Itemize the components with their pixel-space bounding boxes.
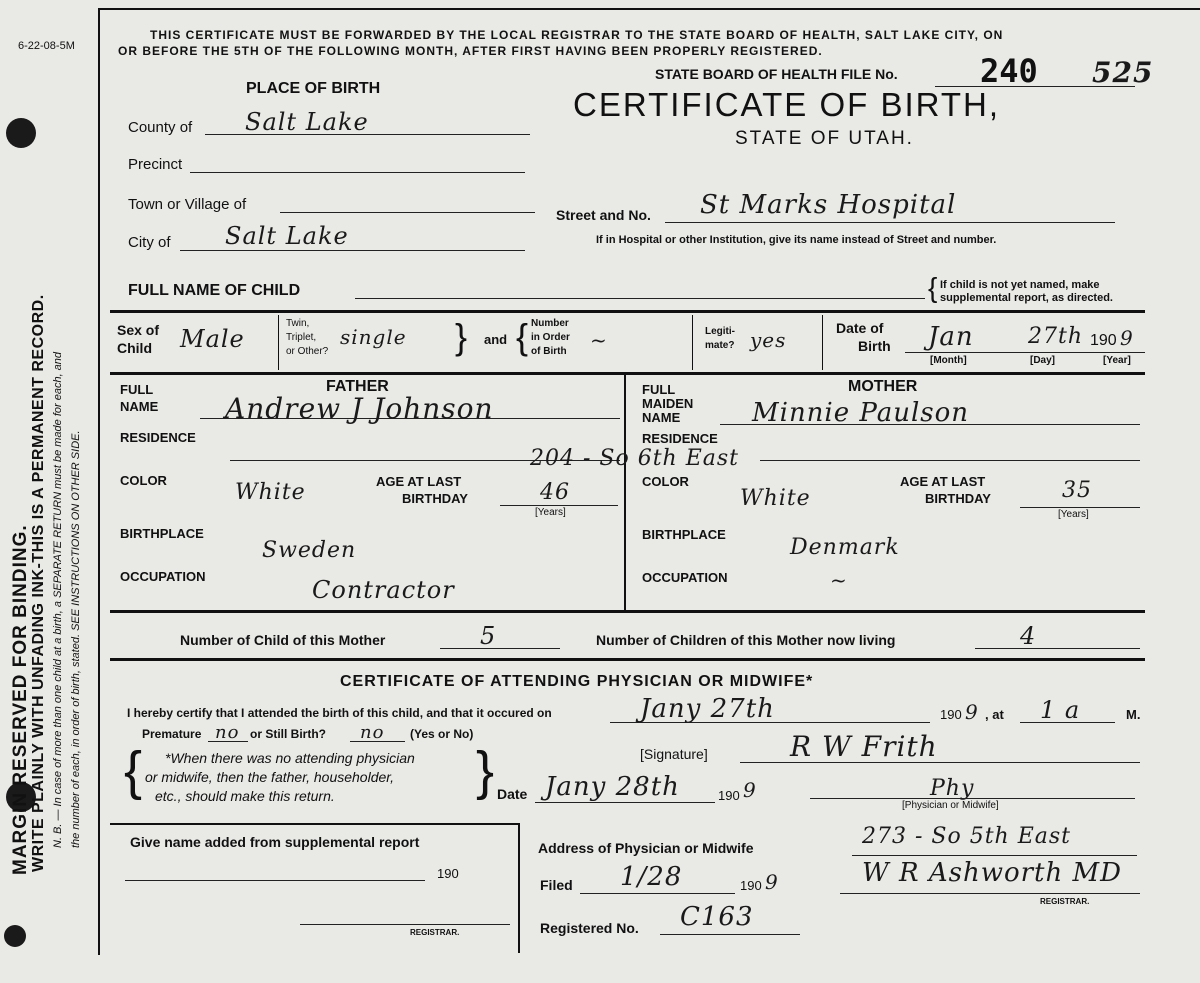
note-line2: or midwife, then the father, householder, xyxy=(145,769,395,785)
dob-day: 27th xyxy=(1028,324,1084,349)
sex-label2: Child xyxy=(117,340,152,356)
physician-title: Phy xyxy=(930,776,975,801)
margin-nb-line2: the number of each, in order of birth, stated. SEE INSTRUCTIONS ON OTHER SIDE. xyxy=(70,430,82,848)
child-divider3 xyxy=(822,315,823,370)
rule-physician-top xyxy=(110,658,1145,661)
mother-heading: MOTHER xyxy=(848,378,918,395)
legit-label2: mate? xyxy=(705,340,735,351)
date-label: Date xyxy=(497,786,528,802)
signature-label: [Signature] xyxy=(640,746,708,762)
supplemental-underline xyxy=(125,880,425,881)
num-child-value: 5 xyxy=(480,622,497,650)
certificate-subtitle: STATE OF UTAH. xyxy=(735,128,914,149)
dob-day-caption: [Day] xyxy=(1030,355,1056,366)
supplemental-box-right xyxy=(518,823,520,953)
twin-value: single xyxy=(340,325,407,349)
margin-ink-text: WRITE PLAINLY WITH UNFADING INK-THIS IS A PERMANENT RECORD. xyxy=(30,294,47,872)
mother-age: 35 xyxy=(1062,478,1092,503)
mother-age-underline xyxy=(1020,507,1140,508)
supplemental-registrar-label: REGISTRAR. xyxy=(410,928,460,937)
father-name: Andrew J Johnson xyxy=(225,392,494,425)
address-label: Address of Physician or Midwife xyxy=(538,840,754,856)
child-name-underline xyxy=(355,298,925,299)
father-color: White xyxy=(235,480,306,505)
street-value: St Marks Hospital xyxy=(700,190,957,220)
rule-parents-top xyxy=(110,372,1145,375)
legit-value: yes xyxy=(750,328,787,352)
occurred-year: 9 xyxy=(965,700,979,724)
registrar-underline xyxy=(840,893,1140,894)
mother-age-label2: BIRTHDAY xyxy=(925,491,991,506)
dob-underline xyxy=(905,352,1145,353)
premature-label: Premature xyxy=(142,727,202,741)
child-name-note1: If child is not yet named, make xyxy=(940,279,1100,291)
father-occupation: Contractor xyxy=(312,576,455,604)
rule-child-top xyxy=(110,310,1145,313)
date-value: Jany 28th xyxy=(545,772,680,802)
precinct-underline xyxy=(190,172,525,173)
filed-label: Filed xyxy=(540,877,573,893)
living-label: Number of Children of this Mother now living xyxy=(596,632,896,648)
title-caption: [Physician or Midwife] xyxy=(902,800,999,811)
sex-label1: Sex of xyxy=(117,322,160,338)
supplemental-year-prefix: 190 xyxy=(437,866,459,881)
date-year: 9 xyxy=(743,778,757,802)
dob-year-caption: [Year] xyxy=(1103,355,1131,366)
sex-value: Male xyxy=(180,325,245,353)
street-underline xyxy=(665,222,1115,223)
mother-birthplace: Denmark xyxy=(790,535,900,560)
father-years-caption: [Years] xyxy=(535,507,566,518)
rule-counts-top xyxy=(110,610,1145,613)
order-value: ~ xyxy=(590,328,608,352)
precinct-label: Precinct xyxy=(128,156,183,173)
title-underline xyxy=(810,798,1135,799)
occurred-year-prefix: 190 xyxy=(940,707,962,722)
father-residence-label: RESIDENCE xyxy=(120,430,196,445)
mother-maiden-label: MAIDEN xyxy=(642,396,694,411)
still-value: no xyxy=(360,722,385,743)
filed-year-prefix: 190 xyxy=(740,878,762,893)
street-label: Street and No. xyxy=(556,207,651,223)
mother-residence: 204 - So 6th East xyxy=(530,446,740,471)
father-occupation-label: OCCUPATION xyxy=(120,569,206,584)
premature-value: no xyxy=(215,722,240,743)
binding-hole-lower xyxy=(4,925,26,947)
order-brace: { xyxy=(516,316,529,357)
occurred-date: Jany 27th xyxy=(640,694,775,724)
yesno-label: (Yes or No) xyxy=(410,727,474,741)
registered-underline xyxy=(660,934,800,935)
twin-label2: Triplet, xyxy=(286,332,317,343)
father-age-underline xyxy=(500,505,618,506)
supplemental-registrar-underline xyxy=(300,924,510,925)
physician-heading: CERTIFICATE OF ATTENDING PHYSICIAN OR MIDWIFE* xyxy=(340,673,814,690)
mother-residence-label: RESIDENCE xyxy=(642,431,718,446)
note-line3: etc., should make this return. xyxy=(155,788,335,804)
dob-year: 9 xyxy=(1120,326,1134,350)
city-value: Salt Lake xyxy=(225,222,349,250)
certificate-title: CERTIFICATE OF BIRTH, xyxy=(573,86,1001,123)
parents-divider xyxy=(624,375,626,610)
father-age: 46 xyxy=(540,480,570,505)
certify-label: I hereby certify that I attended the birth of this child, and that it occured on xyxy=(127,706,552,720)
time-value: 1 a xyxy=(1040,696,1081,724)
mother-color: White xyxy=(740,486,811,511)
order-label2: in Order xyxy=(531,332,570,343)
margin-nb-line1: N. B. — In case of more than one child at a birth, a SEPARATE RETURN must be made for each, and xyxy=(52,351,64,848)
binding-hole-top xyxy=(6,118,36,148)
mother-age-label1: AGE AT LAST xyxy=(900,474,986,489)
registrar-label: REGISTRAR. xyxy=(1040,897,1090,906)
header-line1: THIS CERTIFICATE MUST BE FORWARDED BY THE LOCAL REGISTRAR TO THE STATE BOARD OF HEALTH, SALT LAKE CITY, ON xyxy=(150,28,1004,42)
twin-brace: } xyxy=(455,316,468,357)
address-underline xyxy=(852,855,1137,856)
mother-years-caption: [Years] xyxy=(1058,509,1089,520)
margin-binding-text: MARGIN RESERVED FOR BINDING. xyxy=(10,524,31,875)
file-no-value: 240 xyxy=(980,52,1038,90)
order-label1: Number xyxy=(531,318,569,329)
town-underline xyxy=(280,212,535,213)
father-age-label2: BIRTHDAY xyxy=(402,491,468,506)
form-top-border xyxy=(98,8,1200,10)
mother-name-label: NAME xyxy=(642,410,681,425)
still-label: or Still Birth? xyxy=(250,727,326,741)
supplemental-label: Give name added from supplemental report xyxy=(130,834,420,850)
dob-month-caption: [Month] xyxy=(930,355,967,366)
mother-full-label: FULL xyxy=(642,382,676,397)
name-note-brace: { xyxy=(928,272,938,303)
child-divider1 xyxy=(278,315,279,370)
form-left-border xyxy=(98,10,100,955)
mother-birthplace-label: BIRTHPLACE xyxy=(642,527,726,542)
form-code: 6-22-08-5M xyxy=(18,40,75,52)
date-underline xyxy=(535,802,715,803)
dob-label2: Birth xyxy=(858,338,891,354)
father-age-label1: AGE AT LAST xyxy=(376,474,462,489)
county-value: Salt Lake xyxy=(245,108,369,136)
dob-month: Jan xyxy=(928,322,974,352)
at-label: , at xyxy=(985,707,1004,722)
town-label: Town or Village of xyxy=(128,196,247,213)
note-brace-right: } xyxy=(476,741,495,801)
registrar-signature: W R Ashworth MD xyxy=(862,858,1122,888)
city-underline xyxy=(180,250,525,251)
address-value: 273 - So 5th East xyxy=(862,824,1072,849)
mother-name: Minnie Paulson xyxy=(752,398,970,428)
num-child-label: Number of Child of this Mother xyxy=(180,632,386,648)
child-name-label: FULL NAME OF CHILD xyxy=(128,282,301,299)
supplemental-box-top xyxy=(110,823,520,825)
header-line2: OR BEFORE THE 5TH OF THE FOLLOWING MONTH, AFTER FIRST HAVING BEEN PROPERLY REGISTERED. xyxy=(118,44,823,58)
father-color-label: COLOR xyxy=(120,473,167,488)
registered-label: Registered No. xyxy=(540,920,639,936)
date-year-prefix: 190 xyxy=(718,788,740,803)
father-birthplace: Sweden xyxy=(262,538,357,563)
mother-occupation-label: OCCUPATION xyxy=(642,570,728,585)
m-label: M. xyxy=(1126,707,1141,722)
and-label: and xyxy=(484,332,508,347)
father-birthplace-label: BIRTHPLACE xyxy=(120,526,204,541)
dob-label1: Date of xyxy=(836,320,884,336)
mother-color-label: COLOR xyxy=(642,474,689,489)
father-heading: FATHER xyxy=(326,378,389,395)
twin-label3: or Other? xyxy=(286,346,329,357)
filed-value: 1/28 xyxy=(620,862,683,892)
legit-label1: Legiti- xyxy=(705,326,735,337)
order-label3: of Birth xyxy=(531,346,567,357)
mother-occupation: ~ xyxy=(830,568,848,592)
dob-year-prefix: 190 xyxy=(1090,332,1117,349)
registered-value: C163 xyxy=(680,902,754,932)
living-underline xyxy=(975,648,1140,649)
child-name-note2: supplemental report, as directed. xyxy=(940,292,1113,304)
note-line1: *When there was no attending physician xyxy=(165,750,415,766)
filed-underline xyxy=(580,893,735,894)
num-child-underline xyxy=(440,648,560,649)
county-label: County of xyxy=(128,119,193,136)
file-no-label: STATE BOARD OF HEALTH FILE No. xyxy=(655,66,898,82)
file-no-stamp: 525 xyxy=(1092,56,1154,89)
father-full-label: FULL xyxy=(120,382,154,397)
signature-value: R W Frith xyxy=(790,730,938,763)
filed-year: 9 xyxy=(765,870,779,894)
mother-residence-underline xyxy=(760,460,1140,461)
living-value: 4 xyxy=(1020,622,1037,650)
place-heading: PLACE OF BIRTH xyxy=(246,80,381,97)
city-label: City of xyxy=(128,234,171,251)
note-brace-left: { xyxy=(124,741,143,801)
child-divider2 xyxy=(692,315,693,370)
twin-label1: Twin, xyxy=(286,318,310,329)
street-note: If in Hospital or other Institution, give its name instead of Street and number. xyxy=(596,234,997,246)
father-name-label: NAME xyxy=(120,399,159,414)
